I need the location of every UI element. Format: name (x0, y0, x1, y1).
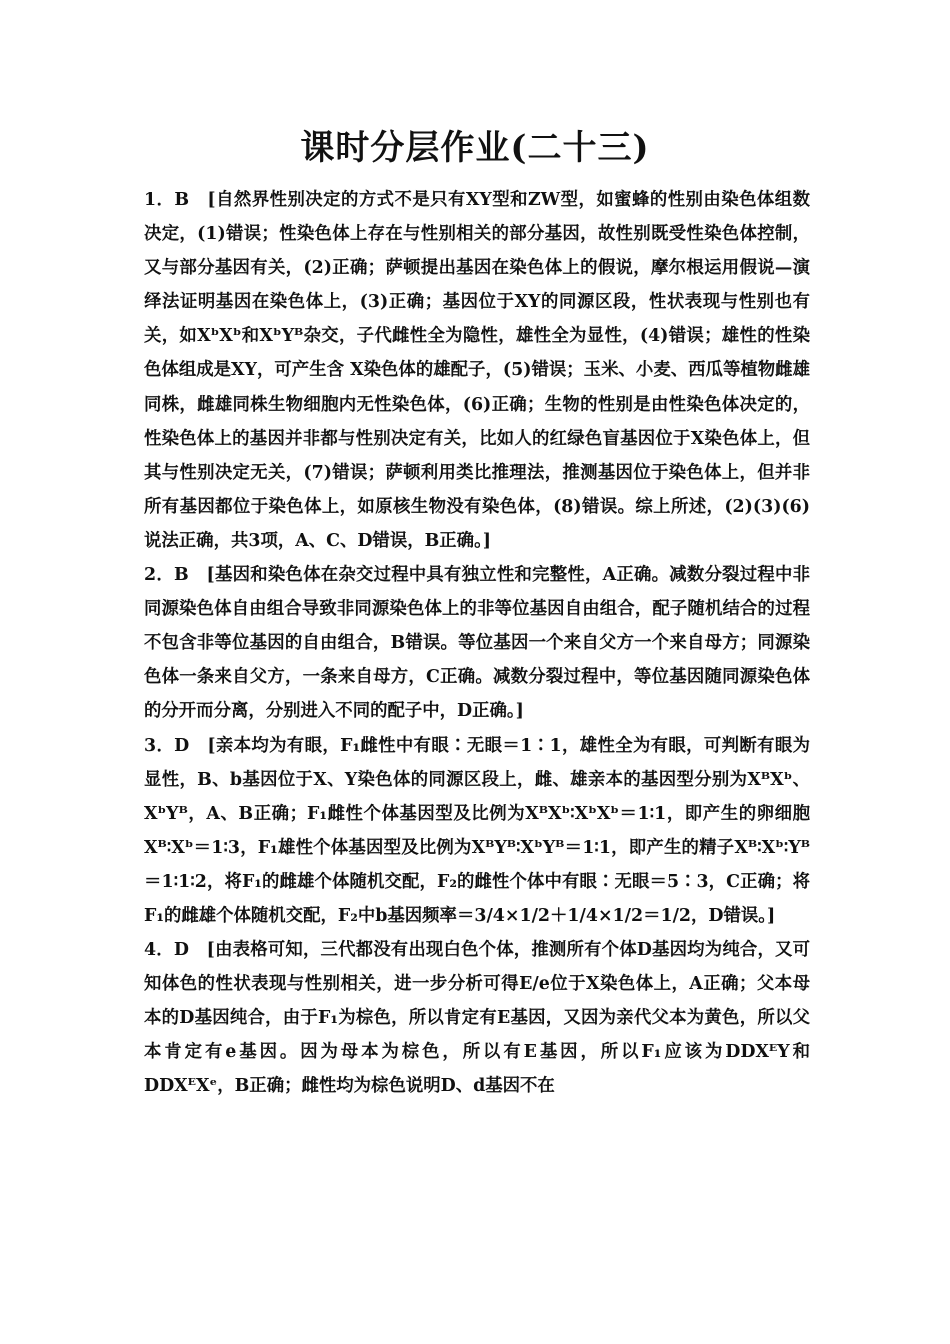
answer-1: 1．B [自然界性别决定的方式不是只有XY型和ZW型，如蜜蜂的性别由染色体组数决定，(1)错误；性染色体上存在与性别相关的部分基因，故性别既受性染色体控制，又与部分基因有关，(2)正确；萨顿提出基因在染色体上的假说，摩尔根运用假说—演绎法证明基因在染色体上，(3)正确；基因位于XY的同源区段，性状表现与性别也有关，如XᵇXᵇ和XᵇYᴮ杂交，子代雌性全为隐性，雄性全为显性，(4)错误；雄性的性染色体组成是XY，可产生含 X染色体的雄配子，(5)错误；玉米、小麦、西瓜等植物雌雄同株，雌雄同株生物细胞内无性染色体，(6)正确；生物的性别是由性染色体决定的，性染色体上的基因并非都与性别决定有关，比如人的红绿色盲基因位于X染色体上，但其与性别决定无关，(7)错误；萨顿利用类比推理法，推测基因位于染色体上，但并非所有基因都位于染色体上，如原核生物没有染色体，(8)错误。综上所述，(2)(3)(6)说法正确，共3项，A、C、D错误，B正确。] (144, 190, 810, 551)
answer-4: 4．D [由表格可知，三代都没有出现白色个体，推测所有个体D基因均为纯合，又可知体色的性状表现与性别相关，进一步分析可得E/e位于X染色体上，A正确；父本母本的D基因纯合，由于F₁为棕色，所以肯定有E基因，又因为亲代父本为黄色，所以父本肯定有e基因。因为母本为棕色，所以有E基因，所以F₁应该为DDXᴱY和DDXᴱXᵉ，B正确；雌性均为棕色说明D、d基因不在 (144, 940, 810, 1097)
page-title: 课时分层作业(二十三) (300, 128, 650, 168)
answer-list (144, 183, 810, 1104)
answer-3: 3．D [亲本均为有眼，F₁雌性中有眼∶无眼＝1∶1，雄性全为有眼，可判断有眼为显性，B、b基因位于X、Y染色体的同源区段上，雌、雄亲本的基因型分别为XᴮXᵇ、XᵇYᴮ，A、B正确；F₁雌性个体基因型及比例为XᴮXᵇ∶XᵇXᵇ＝1∶1，即产生的卵细胞Xᴮ∶Xᵇ＝1∶3，F₁雄性个体基因型及比例为XᴮYᴮ∶XᵇYᴮ＝1∶1，即产生的精子Xᴮ∶Xᵇ∶Yᴮ＝1∶1∶2，将F₁的雌雄个体随机交配，F₂的雌性个体中有眼∶无眼＝5∶3，C正确；将F₁的雌雄个体随机交配，F₂中b基因频率＝3/4×1/2＋1/4×1/2＝1/2，D错误。] (144, 735, 810, 926)
answer-2: 2．B [基因和染色体在杂交过程中具有独立性和完整性，A正确。减数分裂过程中非同源染色体自由组合导致非同源染色体上的非等位基因自由组合，配子随机结合的过程不包含非等位基因的自由组合，B错误。等位基因一个来自父方一个来自母方；同源染色体一条来自父方，一条来自母方，C正确。减数分裂过程中，等位基因随同源染色体的分开而分离，分别进入不同的配子中，D正确。] (144, 565, 810, 722)
